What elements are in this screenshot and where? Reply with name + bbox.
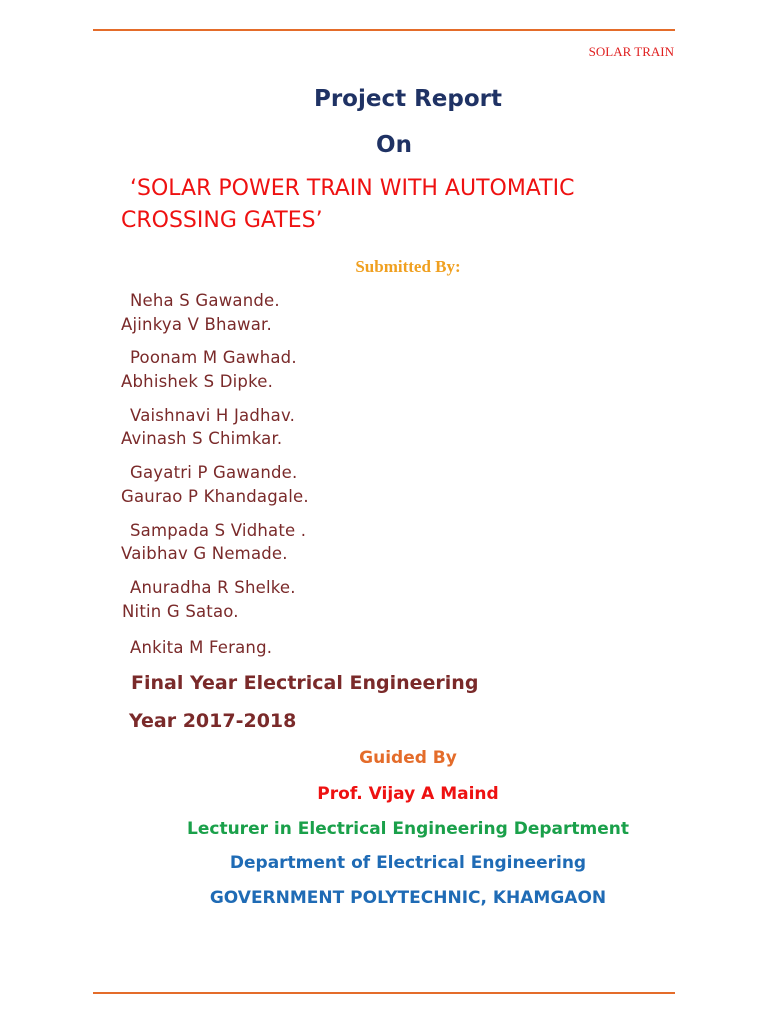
top-rule [93,29,675,31]
running-header: SOLAR TRAIN [588,44,674,59]
bottom-rule [93,992,675,994]
student-name: Neha S Gawande. [130,291,280,310]
department-name: Department of Electrical Engineering [229,853,587,873]
student-name: Avinash S Chimkar. [121,429,283,448]
submitted-by-label: Submitted By: [355,257,461,276]
student-name: Abhishek S Dipke. [121,372,274,391]
student-name: Anuradha R Shelke. [130,578,296,597]
guided-by-label: Guided By [359,748,457,768]
student-name: Ajinkya V Bhawar. [121,315,272,334]
report-title: Project Report [313,86,503,112]
course-line: Final Year Electrical Engineering [131,672,479,694]
subject-line-2: CROSSING GATES’ [121,208,323,233]
student-name: Gayatri P Gawande. [130,463,298,482]
student-name: Vaishnavi H Jadhav. [130,406,296,425]
student-name: Vaibhav G Nemade. [121,544,288,563]
student-name: Gaurao P Khandagale. [121,487,309,506]
student-name: Nitin G Satao. [122,602,239,621]
guide-name: Prof. Vijay A Maind [317,784,499,804]
student-name: Poonam M Gawhad. [130,348,297,367]
academic-year: Year 2017-2018 [129,710,297,732]
guide-position: Lecturer in Electrical Engineering Department [187,819,629,839]
subject-line-1: ‘SOLAR POWER TRAIN WITH AUTOMATIC [130,176,575,201]
student-name: Ankita M Ferang. [130,638,273,657]
student-name: Sampada S Vidhate . [130,521,307,540]
institute-name: GOVERNMENT POLYTECHNIC, KHAMGAON [209,888,607,908]
report-title-on: On [376,132,412,158]
